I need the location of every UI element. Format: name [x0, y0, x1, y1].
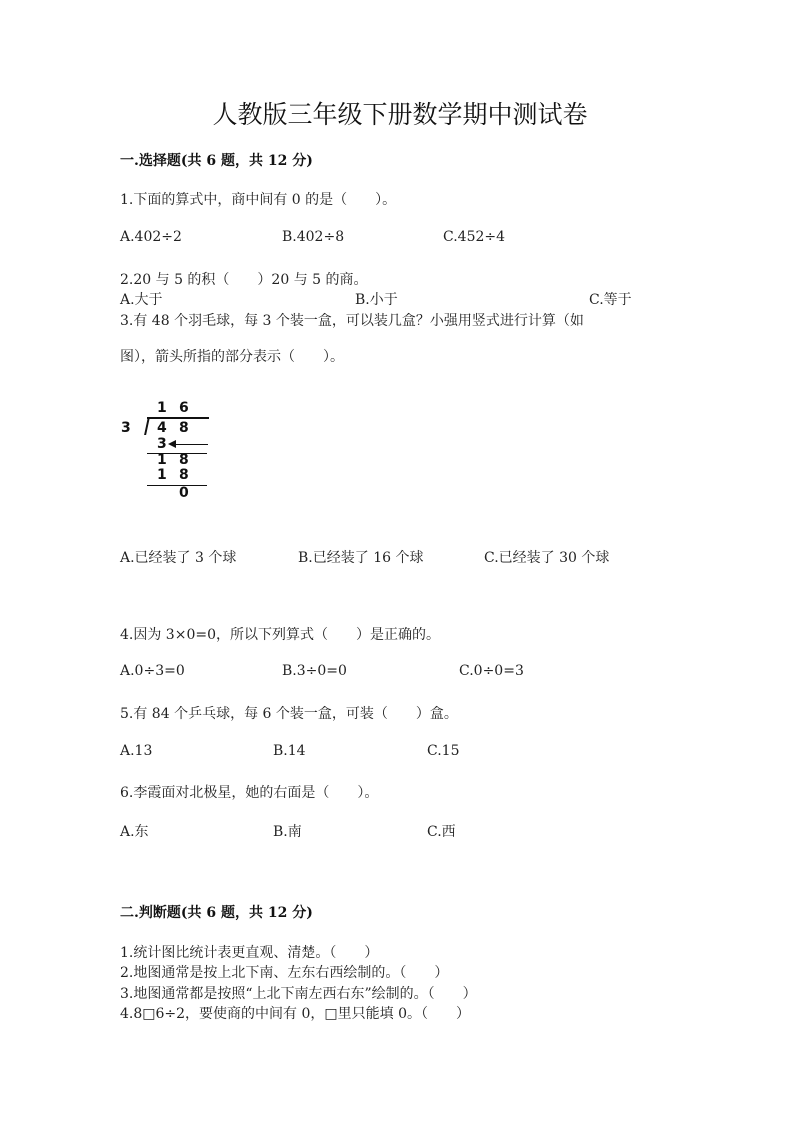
- question-3-line1: 3.有 48 个羽毛球，每 3 个装一盒，可以装几盒？小强用竖式进行计算（如: [120, 313, 584, 329]
- arrow-line: [173, 444, 208, 445]
- q4-option-b: B.3÷0=0: [282, 663, 347, 679]
- division-bracket: [144, 417, 150, 435]
- judgement-item-3: 3.地图通常都是按照“上北下南左西右东”绘制的。（ ）: [120, 986, 477, 1002]
- q1-option-a: A.402÷2: [120, 229, 182, 245]
- question-6: 6.李霞面对北极星，她的右面是（ ）。: [120, 785, 379, 801]
- question-5: 5.有 84 个乒乓球，每 6 个装一盒，可装（ ）盒。: [120, 706, 458, 722]
- remainder-digit: 0: [179, 485, 189, 501]
- q6-option-b: B.南: [273, 824, 302, 840]
- step-digit: 1: [157, 452, 167, 468]
- question-1: 1.下面的算式中，商中间有 0 的是（ ）。: [120, 192, 397, 208]
- long-division-figure: [115, 400, 225, 505]
- question-3-line2: 图），箭头所指的部分表示（ ）。: [120, 349, 344, 365]
- q5-option-a: A.13: [120, 743, 153, 759]
- q6-option-a: A.东: [120, 824, 149, 840]
- q3-option-a: A.已经装了 3 个球: [120, 550, 237, 566]
- q4-option-a: A.0÷3=0: [120, 663, 185, 679]
- subtraction-line: [147, 485, 207, 486]
- q2-option-b: B.小于: [355, 292, 398, 308]
- judgement-item-1: 1.统计图比统计表更直观、清楚。（ ）: [120, 945, 379, 961]
- step-digit: 3: [157, 436, 167, 452]
- step-digit: 1: [157, 467, 167, 483]
- q3-option-c: C.已经装了 30 个球: [484, 550, 610, 566]
- q1-option-b: B.402÷8: [282, 229, 345, 245]
- dividend-digit: 8: [179, 420, 189, 436]
- q3-option-b: B.已经装了 16 个球: [298, 550, 424, 566]
- division-bar: [147, 417, 209, 419]
- q2-option-a: A.大于: [120, 292, 163, 308]
- q5-option-b: B.14: [273, 743, 306, 759]
- step-digit: 8: [179, 467, 189, 483]
- q5-option-c: C.15: [427, 743, 460, 759]
- dividend-digit: 4: [157, 420, 167, 436]
- arrow-head-icon: [168, 440, 176, 448]
- quotient-digit: 1: [157, 400, 167, 416]
- page-title: 人教版三年级下册数学期中测试卷: [212, 100, 588, 129]
- subtraction-line: [147, 453, 207, 454]
- section-heading-choice: 一.选择题(共 6 题，共 12 分): [120, 153, 313, 169]
- q6-option-c: C.西: [427, 824, 456, 840]
- question-4: 4.因为 3×0=0，所以下列算式（ ）是正确的。: [120, 627, 440, 643]
- divisor-digit: 3: [121, 420, 131, 436]
- q2-option-c: C.等于: [589, 292, 632, 308]
- q4-option-c: C.0÷0=3: [459, 663, 524, 679]
- judgement-item-4: 4.8□6÷2，要使商的中间有 0，□里只能填 0。（ ）: [120, 1006, 470, 1022]
- question-2: 2.20 与 5 的积（ ）20 与 5 的商。: [120, 272, 368, 288]
- judgement-item-2: 2.地图通常是按上北下南、左东右西绘制的。（ ）: [120, 965, 449, 981]
- section-heading-judgement: 二.判断题(共 6 题，共 12 分): [120, 905, 313, 921]
- step-digit: 8: [179, 452, 189, 468]
- q1-option-c: C.452÷4: [443, 229, 506, 245]
- quotient-digit: 6: [179, 400, 189, 416]
